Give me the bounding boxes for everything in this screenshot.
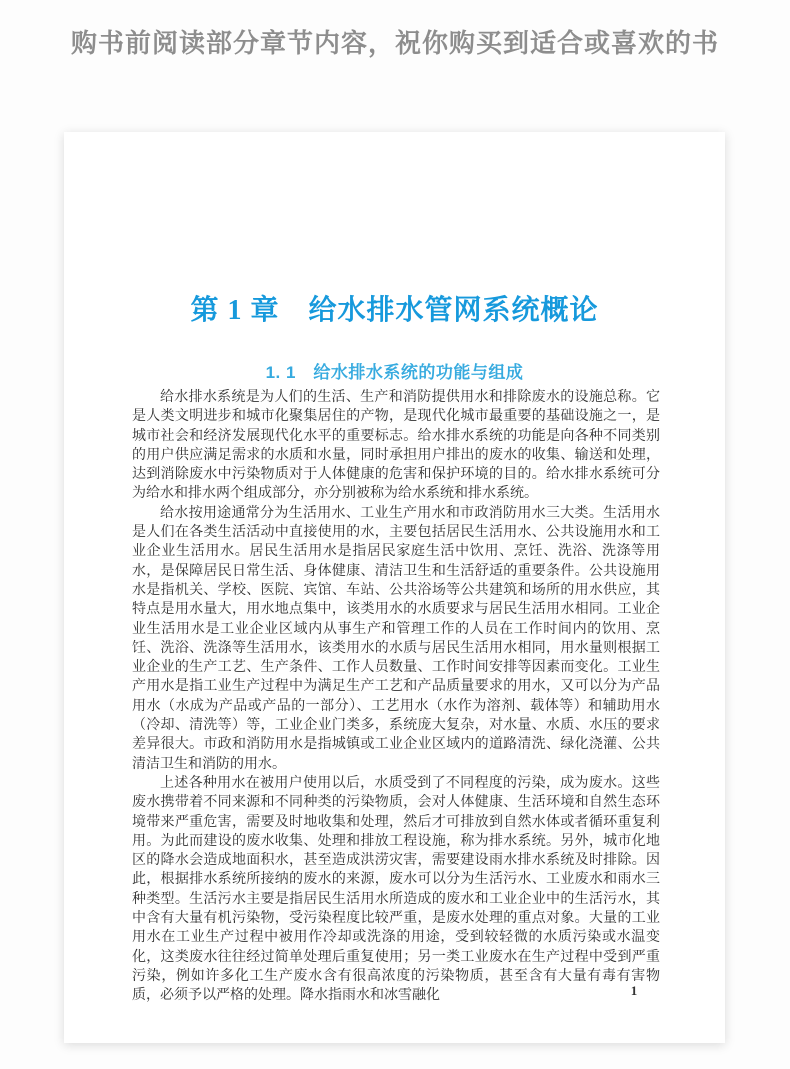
section-heading: 1. 1 给水排水系统的功能与组成 (265, 363, 524, 383)
preview-banner: 购书前阅读部分章节内容，祝你购买到适合或喜欢的书 (70, 28, 719, 58)
book-page (64, 132, 725, 1043)
page-number: 1 (630, 983, 638, 998)
body-paragraph: 上述各种用水在被用户使用以后，水质受到了不同程度的污染，成为废水。这些废水携带着不同来源和不同种类的污染物质，会对人体健康、生活环境和自然生态环境带来严重危害，需要及时地收集和处理，然后才可排放到自然水体或者循环重复利用。为此而建设的废水收集、处理和排放工程设施，称为排水系统。另外，城市化地区的降水会造成地面积水，甚至造成洪涝灾害，需要建设雨水排水系统及时排除。因此，根据排水系统所接纳的废水的来源，废水可以分为生活污水、工业废水和雨水三种类型。生活污水主要是指居民生活用水所造成的废水和工业企业中的生活污水，其中含有大量有机污染物，受污染程度比较严重，是废水处理的重点对象。大量的工业用水在工业生产过程中被用作冷却或洗涤的用途，受到较轻微的水质污染或水温变化，这类废水往往经过简单处理后重复使用；另一类工业废水在生产过程中受到严重污染，例如许多化工生产废水含有很高浓度的污染物质，甚至含有大量有毒有害物质，必须予以严格的处理。降水指雨水和冰雪融化 (132, 775, 660, 1004)
chapter-title: 第 1 章 给水排水管网系统概论 (190, 294, 599, 326)
body-paragraph: 给水排水系统是为人们的生活、生产和消防提供用水和排除废水的设施总称。它是人类文明进步和城市化聚集居住的产物，是现代化城市最重要的基础设施之一，是城市社会和经济发展现代化水平的重要标志。给水排水系统的功能是向各种不同类别的用户供应满足需求的水质和水量，同时承担用户排出的废水的收集、输送和处理，达到消除废水中污染物质对于人体健康的危害和保护环境的目的。给水排水系统可分为给水和排水两个组成部分，亦分别被称为给水系统和排水系统。 (132, 390, 660, 502)
body-paragraph: 给水按用途通常分为生活用水、工业生产用水和市政消防用水三大类。生活用水是人们在各类生活活动中直接使用的水，主要包括居民生活用水、公共设施用水和工业企业生活用水。居民生活用水是指居民家庭生活中饮用、烹饪、洗浴、洗涤等用水，是保障居民日常生活、身体健康、清洁卫生和生活舒适的重要条件。公共设施用水是指机关、学校、医院、宾馆、车站、公共浴场等公共建筑和场所的用水供应，其特点是用水量大，用水地点集中，该类用水的水质要求与居民生活用水相同。工业企业生活用水是工业企业区域内从事生产和管理工作的人员在工作时间内的饮用、烹饪、洗浴、洗涤等生活用水，该类用水的水质与居民生活用水相同，用水量则根据工业企业的生产工艺、生产条件、工作人员数量、工作时间安排等因素而变化。工业生产用水是指工业生产过程中为满足生产工艺和产品质量要求的用水，又可以分为产品用水（水成为产品或产品的一部分）、工艺用水（水作为溶剂、载体等）和辅助用水（冷却、清洗等）等，工业企业门类多，系统庞大复杂，对水量、水质、水压的要求差异很大。市政和消防用水是指城镇或工业企业区域内的道路清洗、绿化浇灌、公共清洁卫生和消防的用水。 (132, 505, 660, 772)
body-text (132, 388, 660, 1006)
